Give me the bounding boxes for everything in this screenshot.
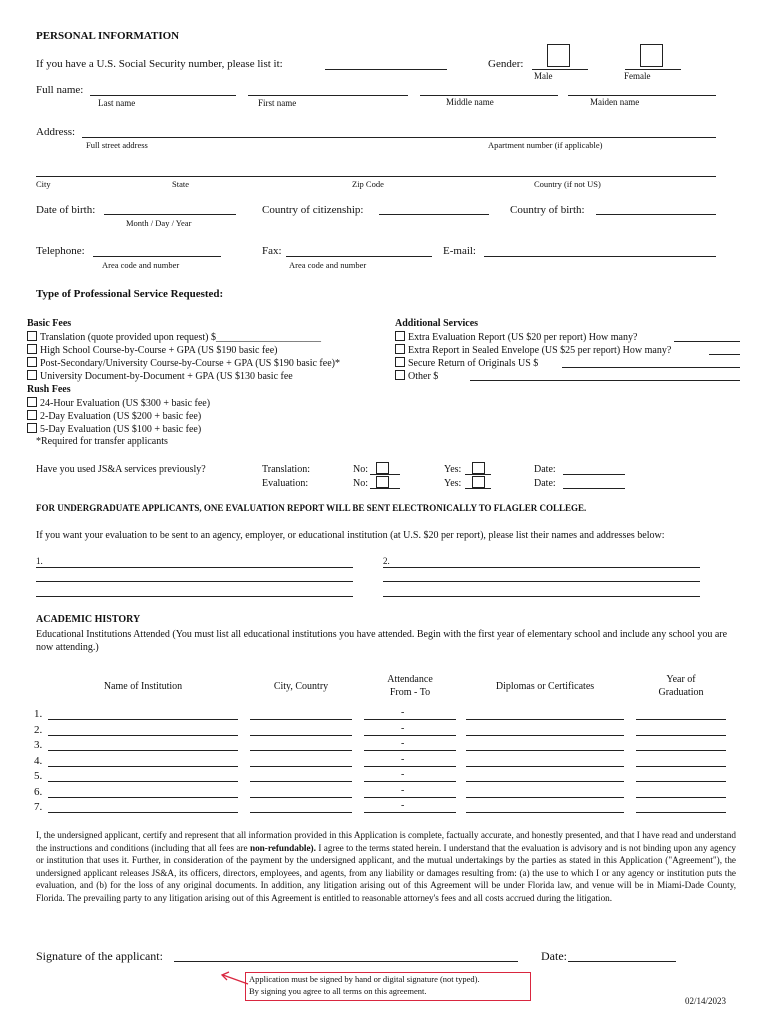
agency-2-number: 2. [383, 556, 390, 566]
middle-name-label: Middle name [446, 97, 494, 107]
birth-country-label: Country of birth: [510, 204, 585, 216]
female-checkbox[interactable] [640, 44, 663, 67]
service-heading: Type of Professional Service Requested: [36, 288, 224, 300]
attendance-field[interactable] [364, 812, 456, 813]
agency-2-line-2[interactable] [383, 581, 700, 582]
institution-field[interactable] [48, 750, 238, 751]
first-name-label: First name [258, 98, 297, 108]
additional-heading: Additional Services [395, 318, 479, 329]
state-label: State [172, 179, 189, 189]
checkbox[interactable] [27, 423, 37, 433]
attendance-dash: - [401, 784, 405, 796]
option-label: Extra Evaluation Report (US $20 per report) How many? [408, 332, 638, 343]
graduation-year-field[interactable] [636, 719, 726, 720]
option-label: Post-Secondary/University Course-by-Course + GPA (US $190 basic fee)* [40, 358, 340, 369]
city-country-field[interactable] [250, 735, 352, 736]
agency-1-line-3[interactable] [36, 596, 353, 597]
birth-country-field[interactable] [596, 214, 716, 215]
male-line [532, 69, 588, 70]
institution-field[interactable] [48, 719, 238, 720]
option-label: Translation (quote provided upon request) $_____________________ [40, 332, 321, 343]
col-attendance-header-2: From - To [389, 687, 431, 698]
academic-heading: ACADEMIC HISTORY [36, 614, 141, 625]
institution-field[interactable] [48, 781, 238, 782]
maiden-name-label: Maiden name [590, 97, 640, 107]
diplomas-field[interactable] [466, 797, 624, 798]
evaluation-date-field[interactable] [563, 488, 625, 489]
attendance-field[interactable] [364, 766, 456, 767]
institution-field[interactable] [48, 766, 238, 767]
city-country-field[interactable] [250, 719, 352, 720]
option-label: 5-Day Evaluation (US $100 + basic fee) [40, 424, 202, 435]
col-attendance-header-1: Attendance [387, 674, 433, 685]
extra-report-count-field[interactable] [674, 341, 740, 342]
checkbox[interactable] [27, 410, 37, 420]
ssn-field[interactable] [325, 69, 447, 70]
graduation-year-field[interactable] [636, 781, 726, 782]
col-city-header: City, Country [273, 681, 329, 692]
attendance-dash: - [401, 800, 405, 811]
city-country-field[interactable] [250, 797, 352, 798]
checkbox[interactable] [395, 331, 405, 341]
city-country-field[interactable] [250, 766, 352, 767]
signature-note-line-2: By signing you agree to all terms on this agreement. [249, 986, 427, 996]
translation-date-label: Date: [534, 464, 556, 475]
basic-option-3[interactable] [27, 357, 340, 369]
translation-no-checkbox[interactable] [376, 462, 389, 474]
email-label: E-mail: [443, 245, 476, 257]
ssn-label: If you have a U.S. Social Security number, please list it: [36, 58, 283, 70]
street-address-field[interactable] [82, 137, 716, 138]
diplomas-field[interactable] [466, 719, 624, 720]
evaluation-no-checkbox[interactable] [376, 476, 389, 488]
row-number: 1. [34, 708, 43, 720]
email-field[interactable] [484, 256, 716, 257]
row-number: 3. [34, 739, 43, 751]
address-label: Address: [36, 126, 76, 138]
diplomas-field[interactable] [466, 735, 624, 736]
translation-yes-label: Yes: [444, 464, 462, 475]
evaluation-no-label: No: [353, 478, 368, 489]
gender-label: Gender: [488, 58, 524, 70]
rush-option-1[interactable] [27, 397, 210, 409]
col-year-header-1: Year of [666, 674, 696, 685]
citizenship-field[interactable] [379, 214, 489, 215]
street-label: Full street address [86, 140, 148, 150]
last-name-label: Last name [98, 98, 136, 108]
last-name-field[interactable] [90, 95, 236, 96]
row-number: 7. [34, 801, 43, 813]
additional-option-1[interactable] [395, 331, 637, 343]
option-label: Extra Report in Sealed Envelope (US $25 per report) How many? [408, 345, 672, 356]
evaluation-no-line [370, 488, 400, 489]
city-country-field[interactable] [250, 812, 352, 813]
evaluation-yes-label: Yes: [444, 478, 462, 489]
checkbox[interactable] [27, 344, 37, 354]
required-note: *Required for transfer applicants [36, 436, 168, 447]
evaluation-date-label: Date: [534, 478, 556, 489]
attendance-dash: - [401, 738, 405, 749]
additional-option-2[interactable] [395, 344, 671, 356]
institution-field[interactable] [48, 797, 238, 798]
city-label: City [36, 179, 51, 189]
agency-instructions: If you want your evaluation to be sent to an agency, employer, or educational institution (at U.S. $20 per report), please list their names and addresses below: [36, 530, 665, 541]
rush-fees-heading: Rush Fees [27, 384, 71, 395]
translation-no-line [370, 474, 400, 475]
sealed-report-count-field[interactable] [709, 354, 740, 355]
translation-no-label: No: [353, 464, 368, 475]
translation-yes-line [465, 474, 491, 475]
telephone-field[interactable] [93, 256, 221, 257]
col-name-header: Name of Institution [103, 681, 183, 692]
attendance-field[interactable] [364, 735, 456, 736]
male-checkbox[interactable] [547, 44, 570, 67]
attendance-dash: - [401, 707, 405, 718]
agency-2-line-1[interactable] [383, 567, 700, 568]
option-label: High School Course-by-Course + GPA (US $190 basic fee) [40, 345, 278, 356]
checkbox[interactable] [395, 344, 405, 354]
option-label: University Document-by-Document + GPA (US $130 basic fee [40, 371, 293, 382]
agreement-part-1: I, the undersigned applicant, certify and represent that all information provided in this Application is complete, factually accurate, and honestly presented, and that I have read and understand the instructions and conditions (including that all fees are [36, 830, 736, 853]
graduation-year-field[interactable] [636, 735, 726, 736]
attendance-dash: - [401, 722, 405, 734]
agreement-part-2: I agree to the terms stated herein. I understand that the evaluation is advisory and is not binding upon any agency or institution that uses it. Further, in consideration of the payment by the undersigned applicant, and the mutual undertakings by the parties as stated in this Application ("Agreement"), the undersigned applicant releases JS&A, its officers, directors, employees, and agents, from any liability or damages resulting from: (a) the use to which I or any agency or institution puts the evaluation, and (b) for the loss of any original documents. In addition, any litigation arising out of this Agreement will be under Florida law, and venue will be in Miami-Dade County, Florida. The prevailing party to any litigation arising out of this Agreement is entitled to reasonable attorney's fees and all costs accrued during the litigation. [36, 842, 736, 903]
col-year-header-2: Graduation [658, 687, 704, 698]
dob-field[interactable] [104, 214, 236, 215]
female-line [625, 69, 681, 70]
apartment-label: Apartment number (if applicable) [488, 140, 603, 150]
col-diplomas-header: Diplomas or Certificates [495, 681, 595, 692]
rush-option-2[interactable] [27, 410, 201, 422]
citizenship-label: Country of citizenship: [262, 204, 364, 216]
signature-field[interactable] [174, 961, 518, 962]
row-number: 4. [34, 754, 43, 767]
signature-label: Signature of the applicant: [36, 949, 163, 963]
diplomas-field[interactable] [466, 766, 624, 767]
agency-1-number: 1. [36, 556, 43, 566]
option-label: 24-Hour Evaluation (US $300 + basic fee) [40, 398, 211, 409]
additional-option-4[interactable] [395, 370, 438, 382]
undergrad-notice: FOR UNDERGRADUATE APPLICANTS, ONE EVALUATION REPORT WILL BE SENT ELECTRONICALLY TO FLAGLER COLLEGE. [36, 503, 587, 513]
attendance-field[interactable] [364, 781, 456, 782]
secure-return-field[interactable] [562, 367, 740, 368]
zip-label: Zip Code [352, 179, 384, 189]
checkbox[interactable] [395, 370, 405, 380]
telephone-hint: Area code and number [102, 260, 180, 270]
checkbox[interactable] [27, 331, 37, 341]
option-label: 2-Day Evaluation (US $200 + basic fee) [40, 411, 202, 422]
option-label: Other $ [408, 371, 439, 382]
telephone-label: Telephone: [36, 245, 85, 257]
previous-question: Have you used JS&A services previously? [36, 464, 206, 475]
middle-name-field[interactable] [420, 95, 558, 96]
agency-2-line-3[interactable] [383, 596, 700, 597]
male-label: Male [534, 71, 553, 81]
option-label: Secure Return of Originals US $ [408, 358, 539, 369]
basic-option-2[interactable] [27, 344, 277, 356]
fax-label: Fax: [262, 245, 282, 257]
agency-1-line-2[interactable] [36, 581, 353, 582]
fullname-label: Full name: [36, 84, 84, 96]
female-label: Female [624, 71, 651, 81]
row-number: 5. [34, 770, 43, 782]
translation-label: Translation: [262, 464, 310, 475]
attendance-dash: - [401, 769, 405, 780]
institution-field[interactable] [48, 812, 238, 813]
checkbox[interactable] [27, 370, 37, 380]
dob-label: Date of birth: [36, 204, 96, 216]
graduation-year-field[interactable] [636, 766, 726, 767]
translation-yes-checkbox[interactable] [472, 462, 485, 474]
agreement-bold: non-refundable). [249, 842, 316, 853]
attendance-dash: - [401, 753, 405, 765]
additional-option-3[interactable] [395, 357, 538, 369]
evaluation-yes-checkbox[interactable] [472, 476, 485, 488]
basic-option-1[interactable] [27, 331, 321, 343]
agreement-text [36, 829, 736, 905]
fax-field[interactable] [286, 256, 432, 257]
attendance-field[interactable] [364, 797, 456, 798]
academic-instructions: Educational Institutions Attended (You must list all educational institutions you have attended. Begin with the first year of elementary school and include any school you are now attending.) [36, 629, 728, 653]
footer-date: 02/14/2023 [685, 996, 727, 1006]
checkbox[interactable] [27, 397, 37, 407]
rush-option-3[interactable] [27, 423, 201, 435]
city-country-field[interactable] [250, 781, 352, 782]
checkbox[interactable] [395, 357, 405, 367]
row-number: 2. [34, 723, 43, 736]
city-country-field[interactable] [250, 750, 352, 751]
graduation-year-field[interactable] [636, 797, 726, 798]
signature-date-field[interactable] [568, 961, 676, 962]
personal-heading: PERSONAL INFORMATION [36, 30, 180, 42]
graduation-year-field[interactable] [636, 812, 726, 813]
maiden-name-field[interactable] [568, 95, 716, 96]
attendance-field[interactable] [364, 750, 456, 751]
translation-date-field[interactable] [563, 474, 625, 475]
diplomas-field[interactable] [466, 750, 624, 751]
city-state-line[interactable] [36, 176, 716, 177]
row-number: 6. [34, 785, 43, 798]
institution-field[interactable] [48, 735, 238, 736]
evaluation-label: Evaluation: [262, 478, 309, 489]
diplomas-field[interactable] [466, 781, 624, 782]
diplomas-field[interactable] [466, 812, 624, 813]
signature-note-line-1: Application must be signed by hand or digital signature (not typed). [249, 974, 480, 984]
evaluation-yes-line [465, 488, 491, 489]
basic-fees-heading: Basic Fees [27, 318, 72, 329]
attendance-field[interactable] [364, 719, 456, 720]
dob-hint: Month / Day / Year [126, 218, 192, 228]
first-name-field[interactable] [248, 95, 408, 96]
basic-option-4[interactable] [27, 370, 293, 382]
country-label: Country (if not US) [534, 179, 601, 189]
agency-1-line-1[interactable] [36, 567, 353, 568]
signature-date-label: Date: [541, 949, 567, 963]
fax-hint: Area code and number [289, 260, 367, 270]
other-field[interactable] [470, 380, 740, 381]
checkbox[interactable] [27, 357, 37, 367]
graduation-year-field[interactable] [636, 750, 726, 751]
